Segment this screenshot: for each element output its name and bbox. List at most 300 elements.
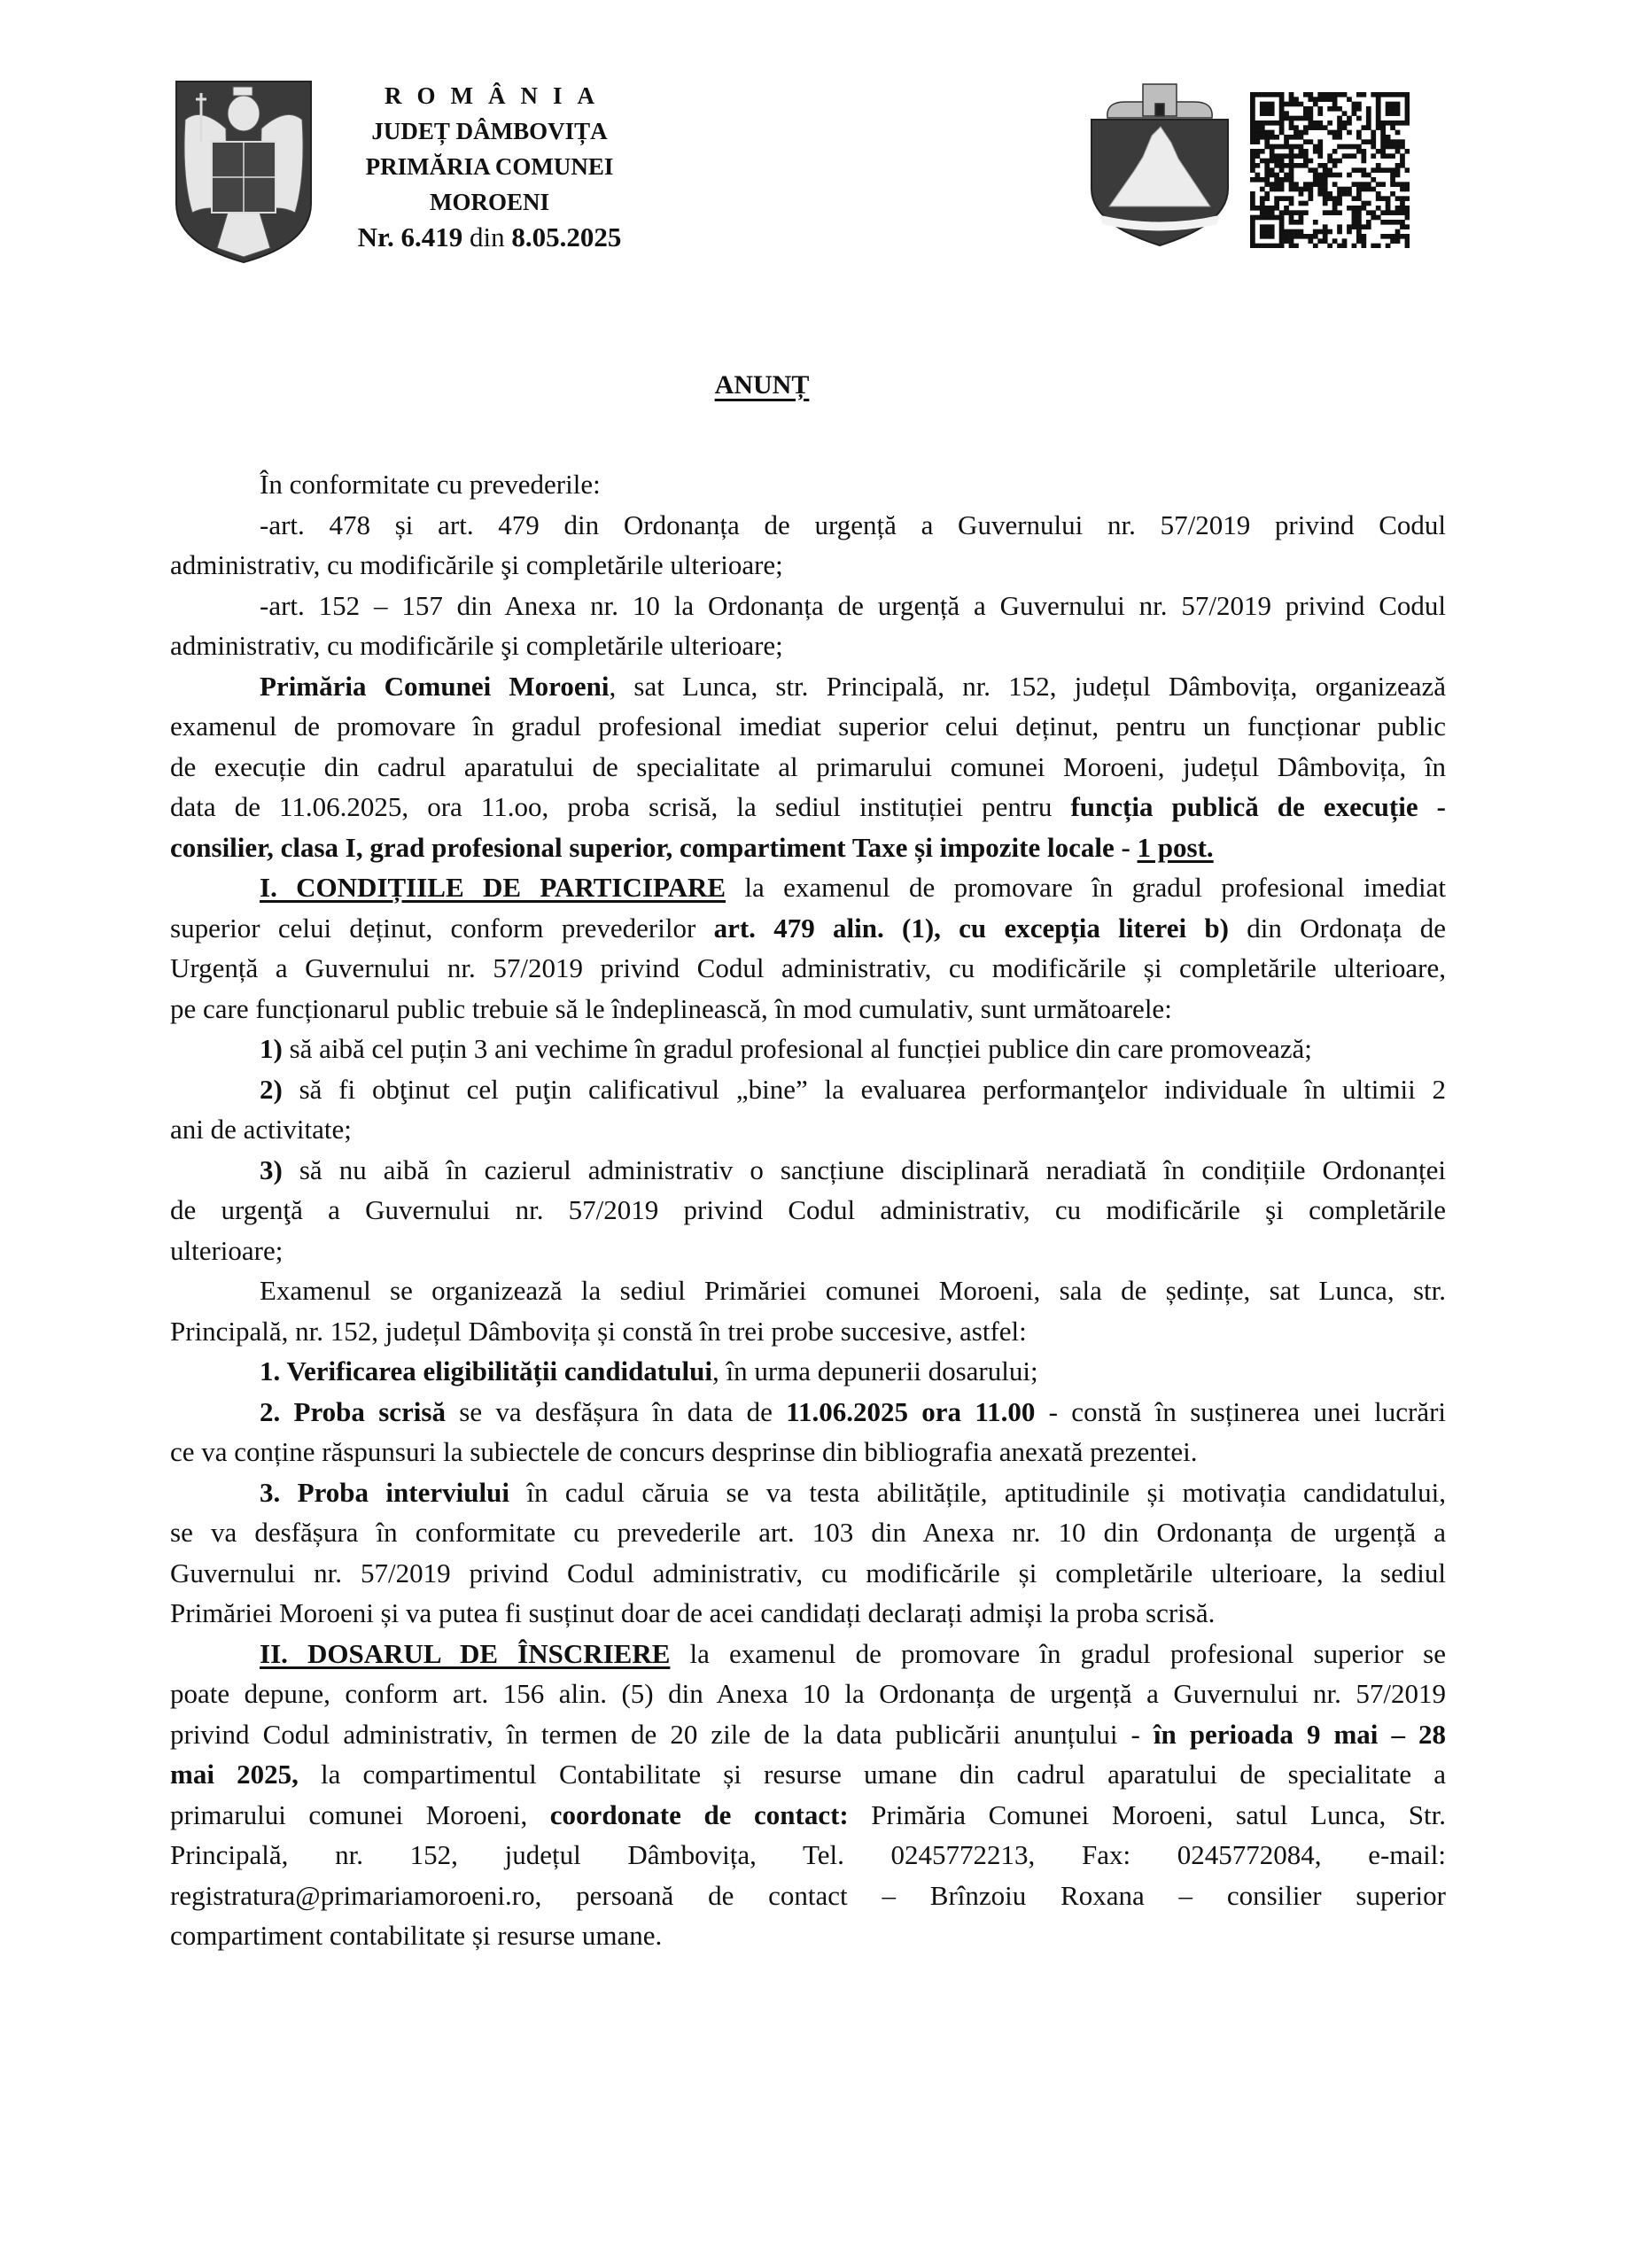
- qr-module: [1270, 173, 1275, 178]
- text-line: [170, 1915, 1446, 1956]
- qr-module: [1264, 111, 1270, 116]
- qr-module: [1323, 92, 1328, 97]
- qr-module: [1347, 144, 1352, 150]
- qr-module: [1289, 163, 1294, 168]
- text-line: [170, 1593, 1446, 1634]
- qr-module: [1284, 153, 1289, 159]
- qr-module: [1376, 92, 1381, 97]
- qr-module: [1250, 111, 1255, 116]
- qr-module: [1405, 238, 1410, 244]
- qr-module: [1279, 187, 1285, 192]
- qr-module: [1284, 135, 1289, 140]
- qr-module: [1405, 111, 1410, 116]
- qr-module: [1337, 229, 1342, 235]
- text-segment: Principală, nr. 152, județul Dâmbovița, Tel. 0245772213, Fax: 0245772084, e-mail:: [170, 1839, 1446, 1870]
- qr-module: [1386, 120, 1391, 126]
- qr-module: [1260, 120, 1265, 126]
- qr-module: [1260, 111, 1265, 116]
- qr-module: [1274, 177, 1279, 183]
- qr-module: [1371, 215, 1376, 221]
- qr-module: [1347, 191, 1352, 197]
- qr-module: [1386, 92, 1391, 97]
- qr-module: [1361, 187, 1366, 192]
- qr-module: [1279, 111, 1285, 116]
- qr-module: [1250, 135, 1255, 140]
- qr-module: [1371, 167, 1376, 173]
- qr-module: [1327, 210, 1332, 215]
- qr-module: [1380, 130, 1386, 136]
- qr-module: [1294, 210, 1299, 215]
- qr-module: [1323, 191, 1328, 197]
- registration-number-value: 6.419: [400, 221, 463, 252]
- qr-module: [1332, 159, 1338, 164]
- qr-module: [1352, 244, 1357, 248]
- qr-module: [1380, 234, 1386, 239]
- qr-module: [1274, 92, 1279, 97]
- text-segment: primarului comunei Moroeni,: [170, 1798, 550, 1830]
- qr-module: [1303, 125, 1309, 130]
- emphasized-text: I. CONDIȚIILE DE PARTICIPARE: [260, 872, 726, 903]
- qr-module: [1299, 116, 1304, 121]
- qr-module: [1371, 153, 1376, 159]
- qr-module: [1352, 206, 1357, 211]
- qr-module: [1390, 106, 1395, 112]
- qr-module: [1260, 106, 1265, 112]
- qr-module: [1366, 187, 1371, 192]
- qr-module: [1366, 120, 1371, 126]
- qr-module: [1386, 106, 1391, 112]
- qr-module: [1361, 173, 1366, 178]
- qr-module: [1308, 182, 1313, 187]
- qr-module: [1299, 102, 1304, 107]
- qr-module: [1279, 125, 1285, 130]
- qr-module: [1371, 244, 1376, 248]
- qr-module: [1299, 130, 1304, 136]
- qr-module: [1264, 130, 1270, 136]
- text-segment: Urgență a Guvernului nr. 57/2019 privind Codul administrativ, cu modificările și completările ulterioare,: [170, 952, 1446, 983]
- qr-module: [1250, 224, 1255, 229]
- qr-module: [1390, 191, 1395, 197]
- qr-module: [1274, 120, 1279, 126]
- text-segment: să fi obţinut cel puţin calificativul „bine” la evaluarea performanţelor individuale în ultimii 2: [282, 1073, 1446, 1105]
- qr-module: [1250, 238, 1255, 244]
- qr-module: [1337, 116, 1342, 121]
- qr-code-icon: [1250, 92, 1410, 248]
- text-line: [170, 1634, 1446, 1674]
- qr-module: [1250, 159, 1255, 164]
- qr-module: [1303, 139, 1309, 144]
- qr-module: [1337, 173, 1342, 178]
- qr-module: [1303, 187, 1309, 192]
- text-segment: administrativ, cu modificările şi completările ulterioare;: [170, 630, 783, 661]
- qr-module: [1294, 234, 1299, 239]
- emphasized-text: 1): [260, 1033, 283, 1064]
- qr-module: [1317, 92, 1323, 97]
- qr-module: [1289, 92, 1294, 97]
- text-segment: de execuție din cadrul aparatului de specialitate al primarului comunei Moroeni, județul Dâmbovița, în: [170, 750, 1446, 782]
- qr-module: [1371, 135, 1376, 140]
- text-segment: se va desfășura în data de: [445, 1395, 787, 1427]
- qr-module: [1323, 196, 1328, 201]
- text-segment: la compartimentul Contabilitate și resurse umane din cadrul aparatului de specialitate a: [298, 1759, 1446, 1790]
- qr-module: [1390, 125, 1395, 130]
- qr-module: [1327, 229, 1332, 235]
- text-segment: - constă în susținerea unei lucrări: [1035, 1395, 1446, 1427]
- qr-module: [1361, 244, 1366, 248]
- email-text: registratura@primariamoroeni.ro, persoană de contact – Brînzoiu Roxana – consilier superior: [170, 1879, 1446, 1911]
- qr-module: [1303, 163, 1309, 168]
- qr-module: [1264, 159, 1270, 164]
- qr-module: [1323, 163, 1328, 168]
- qr-module: [1317, 173, 1323, 178]
- qr-module: [1260, 210, 1265, 215]
- qr-module: [1356, 135, 1362, 140]
- qr-module: [1400, 206, 1405, 211]
- qr-module: [1317, 120, 1323, 126]
- registration-number: [337, 220, 642, 255]
- text-line: [170, 1876, 1446, 1916]
- qr-module: [1284, 206, 1289, 211]
- qr-module: [1380, 153, 1386, 159]
- qr-module: [1250, 163, 1255, 168]
- qr-module: [1327, 159, 1332, 164]
- qr-module: [1380, 135, 1386, 140]
- qr-module: [1323, 224, 1328, 229]
- commune-name: MOROENI: [430, 189, 549, 215]
- qr-module: [1250, 106, 1255, 112]
- qr-module: [1264, 144, 1270, 150]
- qr-module: [1250, 229, 1255, 235]
- qr-module: [1303, 106, 1309, 112]
- qr-module: [1264, 210, 1270, 215]
- qr-module: [1323, 173, 1328, 178]
- qr-module: [1376, 149, 1381, 154]
- qr-module: [1400, 210, 1405, 215]
- qr-module: [1386, 201, 1391, 206]
- text-segment: , sat Lunca, str. Principală, nr. 152, județul Dâmbovița, organizează: [609, 670, 1446, 702]
- qr-module: [1376, 102, 1381, 107]
- qr-module: [1352, 106, 1357, 112]
- qr-module: [1386, 135, 1391, 140]
- qr-module: [1405, 116, 1410, 121]
- qr-module: [1279, 220, 1285, 225]
- qr-module: [1317, 106, 1323, 112]
- qr-module: [1361, 201, 1366, 206]
- text-line: [170, 1029, 1446, 1069]
- qr-module: [1317, 191, 1323, 197]
- qr-module: [1289, 144, 1294, 150]
- qr-module: [1264, 102, 1270, 107]
- qr-module: [1260, 234, 1265, 239]
- text-segment: data de 11.06.2025, ora 11.oo, proba scrisă, la sediul instituției pentru: [170, 791, 1071, 822]
- qr-module: [1386, 144, 1391, 150]
- qr-module: [1405, 106, 1410, 112]
- qr-module: [1289, 201, 1294, 206]
- qr-module: [1284, 116, 1289, 121]
- qr-module: [1270, 229, 1275, 235]
- qr-module: [1361, 167, 1366, 173]
- qr-module: [1386, 206, 1391, 211]
- qr-module: [1342, 153, 1348, 159]
- text-segment: la examenul de promovare în gradul profesional superior se: [670, 1637, 1446, 1669]
- qr-module: [1337, 224, 1342, 229]
- qr-module: [1317, 139, 1323, 144]
- qr-module: [1371, 177, 1376, 183]
- qr-module: [1250, 206, 1255, 211]
- qr-module: [1313, 97, 1318, 102]
- qr-module: [1289, 102, 1294, 107]
- qr-module: [1250, 125, 1255, 130]
- qr-module: [1303, 153, 1309, 159]
- qr-module: [1294, 130, 1299, 136]
- qr-module: [1313, 125, 1318, 130]
- qr-module: [1390, 173, 1395, 178]
- qr-module: [1284, 163, 1289, 168]
- qr-module: [1337, 144, 1342, 150]
- qr-module: [1299, 191, 1304, 197]
- qr-module: [1356, 102, 1362, 107]
- qr-module: [1250, 177, 1255, 183]
- qr-module: [1289, 116, 1294, 121]
- qr-module: [1376, 215, 1381, 221]
- qr-module: [1395, 149, 1401, 154]
- qr-module: [1299, 229, 1304, 235]
- qr-module: [1289, 229, 1294, 235]
- qr-module: [1264, 177, 1270, 183]
- qr-module: [1342, 191, 1348, 197]
- qr-module: [1400, 187, 1405, 192]
- qr-module: [1337, 201, 1342, 206]
- qr-module: [1250, 215, 1255, 221]
- qr-module: [1332, 196, 1338, 201]
- qr-module: [1400, 139, 1405, 144]
- qr-module: [1250, 201, 1255, 206]
- qr-module: [1260, 125, 1265, 130]
- qr-module: [1264, 92, 1270, 97]
- qr-module: [1395, 139, 1401, 144]
- qr-module: [1289, 159, 1294, 164]
- qr-module: [1270, 234, 1275, 239]
- qr-module: [1294, 182, 1299, 187]
- qr-module: [1395, 120, 1401, 126]
- qr-module: [1308, 159, 1313, 164]
- text-segment: Principală, nr. 152, județul Dâmbovița și constă în trei probe succesive, astfel:: [170, 1315, 1027, 1347]
- qr-module: [1376, 125, 1381, 130]
- qr-module: [1356, 234, 1362, 239]
- qr-module: [1270, 111, 1275, 116]
- qr-module: [1347, 153, 1352, 159]
- qr-module: [1332, 210, 1338, 215]
- qr-module: [1279, 244, 1285, 248]
- text-segment: Examenul se organizează la sediul Primăriei comunei Moroeni, sala de ședințe, sat Lunca, str.: [260, 1275, 1446, 1306]
- qr-module: [1395, 130, 1401, 136]
- qr-module: [1317, 97, 1323, 102]
- qr-module: [1289, 125, 1294, 130]
- qr-module: [1366, 111, 1371, 116]
- text-line: [170, 1150, 1446, 1191]
- text-line: [170, 1835, 1446, 1876]
- text-line: [170, 1512, 1446, 1553]
- qr-module: [1250, 92, 1255, 97]
- qr-module: [1332, 106, 1338, 112]
- qr-module: [1327, 173, 1332, 178]
- qr-module: [1332, 97, 1338, 102]
- qr-module: [1380, 149, 1386, 154]
- qr-module: [1352, 102, 1357, 107]
- qr-module: [1303, 116, 1309, 121]
- qr-module: [1390, 220, 1395, 225]
- qr-module: [1279, 153, 1285, 159]
- qr-module: [1376, 163, 1381, 168]
- qr-module: [1289, 149, 1294, 154]
- emphasized-text: consilier, clasa I, grad profesional superior, compartiment Taxe și impozite locale -: [170, 831, 1138, 863]
- qr-module: [1390, 102, 1395, 107]
- qr-module: [1390, 120, 1395, 126]
- qr-module: [1405, 187, 1410, 192]
- qr-module: [1308, 97, 1313, 102]
- qr-module: [1303, 234, 1309, 239]
- qr-module: [1270, 182, 1275, 187]
- text-line: [170, 747, 1446, 788]
- qr-module: [1342, 120, 1348, 126]
- qr-module: [1279, 234, 1285, 239]
- qr-module: [1380, 182, 1386, 187]
- qr-module: [1250, 196, 1255, 201]
- text-line: [170, 1432, 1446, 1472]
- qr-module: [1390, 167, 1395, 173]
- qr-module: [1366, 220, 1371, 225]
- qr-module: [1250, 97, 1255, 102]
- qr-module: [1255, 120, 1260, 126]
- qr-module: [1347, 224, 1352, 229]
- text-line: [170, 1754, 1446, 1795]
- text-segment: ulterioare;: [170, 1234, 284, 1266]
- qr-module: [1366, 125, 1371, 130]
- qr-module: [1289, 238, 1294, 244]
- qr-module: [1405, 206, 1410, 211]
- emphasized-text: 1 post.: [1137, 831, 1214, 863]
- qr-module: [1255, 215, 1260, 221]
- qr-module: [1361, 149, 1366, 154]
- qr-module: [1289, 182, 1294, 187]
- qr-module: [1313, 220, 1318, 225]
- text-segment: în cadul căruia se va testa abilitățile, aptitudinile și motivația candidatului,: [509, 1476, 1446, 1508]
- qr-module: [1289, 196, 1294, 201]
- qr-module: [1347, 206, 1352, 211]
- qr-module: [1279, 210, 1285, 215]
- qr-module: [1274, 163, 1279, 168]
- qr-module: [1380, 220, 1386, 225]
- text-segment: În conformitate cu prevederile:: [260, 469, 601, 500]
- qr-module: [1356, 224, 1362, 229]
- qr-module: [1270, 224, 1275, 229]
- qr-module: [1352, 153, 1357, 159]
- registration-din: din: [469, 221, 505, 252]
- qr-module: [1386, 210, 1391, 215]
- text-segment: Primăriei Moroeni și va putea fi susținut doar de acei candidați declarați admiși la proba scrisă.: [170, 1597, 1216, 1628]
- qr-module: [1255, 173, 1260, 178]
- qr-module: [1264, 229, 1270, 235]
- qr-module: [1405, 167, 1410, 173]
- qr-module: [1342, 125, 1348, 130]
- qr-module: [1361, 153, 1366, 159]
- qr-module: [1279, 215, 1285, 221]
- qr-module: [1342, 244, 1348, 248]
- registration-prefix: Nr.: [357, 221, 394, 252]
- qr-module: [1317, 187, 1323, 192]
- qr-module: [1361, 182, 1366, 187]
- qr-module: [1270, 187, 1275, 192]
- text-line: [170, 545, 1446, 586]
- qr-module: [1270, 244, 1275, 248]
- qr-module: [1313, 173, 1318, 178]
- qr-module: [1327, 244, 1332, 248]
- qr-module: [1270, 135, 1275, 140]
- qr-module: [1274, 144, 1279, 150]
- qr-module: [1380, 125, 1386, 130]
- qr-module: [1294, 97, 1299, 102]
- emphasized-text: coordonate de contact:: [549, 1798, 849, 1830]
- qr-module: [1264, 120, 1270, 126]
- qr-module: [1395, 206, 1401, 211]
- qr-module: [1356, 187, 1362, 192]
- county-name: JUDEȚ DÂMBOVIȚA: [371, 118, 608, 144]
- qr-module: [1327, 196, 1332, 201]
- text-line: [170, 625, 1446, 666]
- qr-module: [1361, 139, 1366, 144]
- qr-module: [1380, 167, 1386, 173]
- qr-module: [1395, 196, 1401, 201]
- qr-module: [1289, 97, 1294, 102]
- text-segment: -art. 152 – 157 din Anexa nr. 10 la Ordonanța de urgență a Guvernului nr. 57/2019 privind Codul: [260, 589, 1446, 621]
- qr-module: [1323, 229, 1328, 235]
- qr-module: [1299, 187, 1304, 192]
- qr-module: [1289, 234, 1294, 239]
- qr-module: [1289, 153, 1294, 159]
- qr-module: [1270, 106, 1275, 112]
- qr-module: [1366, 182, 1371, 187]
- emphasized-text: funcția publică de execuție -: [1070, 791, 1446, 822]
- qr-module: [1366, 224, 1371, 229]
- qr-module: [1274, 159, 1279, 164]
- qr-module: [1337, 130, 1342, 136]
- qr-module: [1356, 191, 1362, 197]
- qr-module: [1317, 163, 1323, 168]
- qr-module: [1279, 196, 1285, 201]
- text-segment: din Ordonața de: [1228, 912, 1446, 944]
- qr-module: [1294, 153, 1299, 159]
- qr-module: [1400, 144, 1405, 150]
- qr-module: [1289, 187, 1294, 192]
- qr-module: [1255, 125, 1260, 130]
- qr-module: [1317, 144, 1323, 150]
- qr-module: [1347, 120, 1352, 126]
- qr-module: [1337, 92, 1342, 97]
- qr-module: [1323, 201, 1328, 206]
- qr-module: [1279, 229, 1285, 235]
- qr-module: [1405, 102, 1410, 107]
- qr-module: [1395, 102, 1401, 107]
- qr-module: [1327, 97, 1332, 102]
- qr-module: [1405, 120, 1410, 126]
- qr-module: [1361, 159, 1366, 164]
- qr-module: [1327, 106, 1332, 112]
- qr-module: [1264, 106, 1270, 112]
- qr-module: [1284, 196, 1289, 201]
- qr-module: [1376, 206, 1381, 211]
- qr-module: [1260, 177, 1265, 183]
- qr-module: [1361, 238, 1366, 244]
